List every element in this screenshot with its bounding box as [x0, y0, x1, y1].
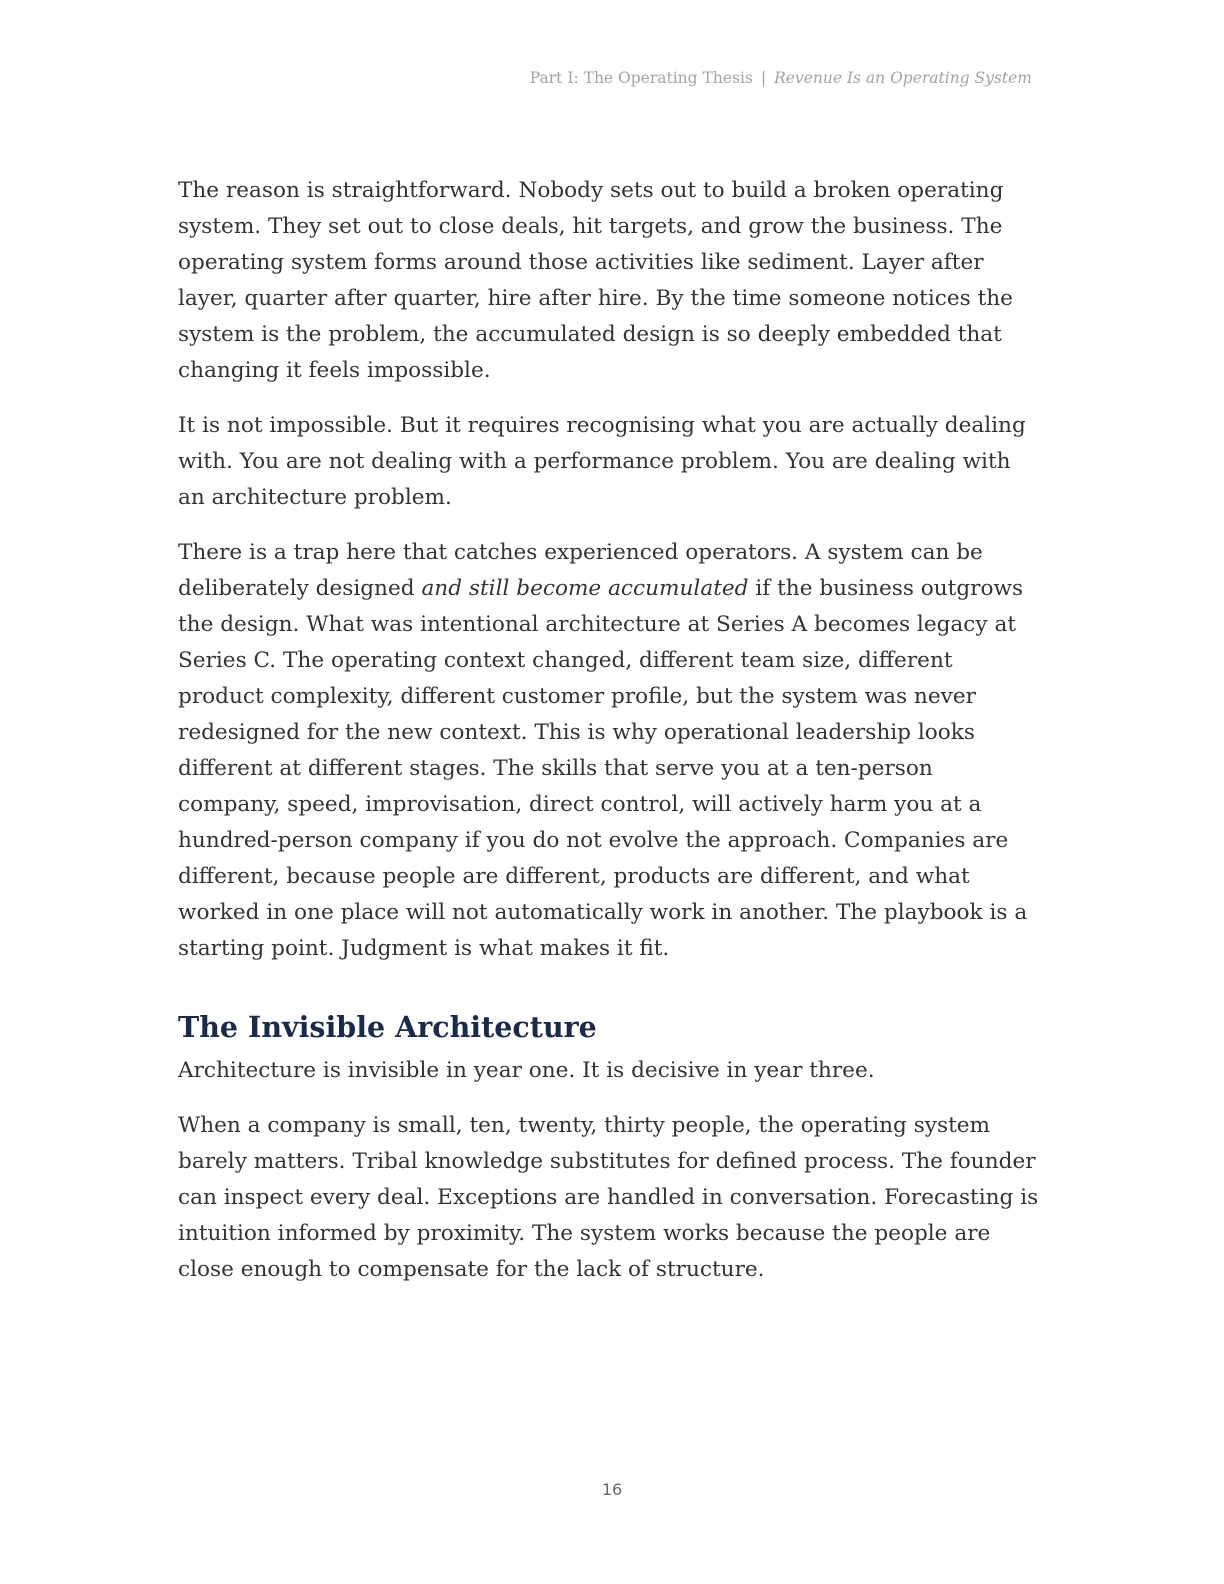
body-paragraph-1: The reason is straightforward. Nobody sets out to build a broken operating system. They set out to close deals, hit targets, and grow the business. The operating system forms around those activities like sediment. Layer after layer, quarter after quarter, hire after hire. By the time someone notices the system is the problem, the accumulated design is so deeply embedded that changing it feels impossible. [178, 178, 1013, 383]
body-paragraph-3 [178, 535, 1040, 967]
body-paragraph-3-start: There is a trap here that catches experienced operators. A system can be deliberately designed [178, 540, 983, 601]
page-body [178, 173, 1040, 1307]
running-header-chapter: Revenue Is an Operating System [774, 69, 1032, 87]
running-header-part: Part I: The Operating Thesis [529, 69, 753, 87]
body-paragraph-2: It is not impossible. But it requires recognising what you are actually dealing with. You are not dealing with a performance problem. You are dealing with an architecture problem. [178, 413, 1026, 510]
body-paragraph-4: Architecture is invisible in year one. It is decisive in year three. [178, 1058, 875, 1083]
section-heading: The Invisible Architecture [178, 1010, 597, 1044]
running-header-separator: | [760, 69, 767, 87]
page-number: 16 [601, 1480, 623, 1499]
body-paragraph-5: When a company is small, ten, twenty, thirty people, the operating system barely matters. Tribal knowledge substitutes for defined process. The founder can inspect every deal. Exceptions are handled in conversation. Forecasting is intuition informed by proximity. The system works because the people are close enough to compensate for the lack of structure. [178, 1113, 1039, 1282]
body-paragraph-3-emphasis: and still become accumulated [421, 576, 749, 601]
running-header [530, 69, 1032, 87]
body-paragraph-3-end: if the business outgrows the design. What was intentional architecture at Series A becomes legacy at Series C. The operating context changed, different team size, different product complexity, different customer profile, but the system was never redesigned for the new context. This is why operational leadership looks different at different stages. The skills that serve you at a ten-person company, speed, improvisation, direct control, will actively harm you at a hundred-person company if you do not evolve the approach. Companies are different, because people are different, products are different, and what worked in one place will not automatically work in another. The playbook is a starting point. Judgment is what makes it fit. [178, 576, 1028, 961]
